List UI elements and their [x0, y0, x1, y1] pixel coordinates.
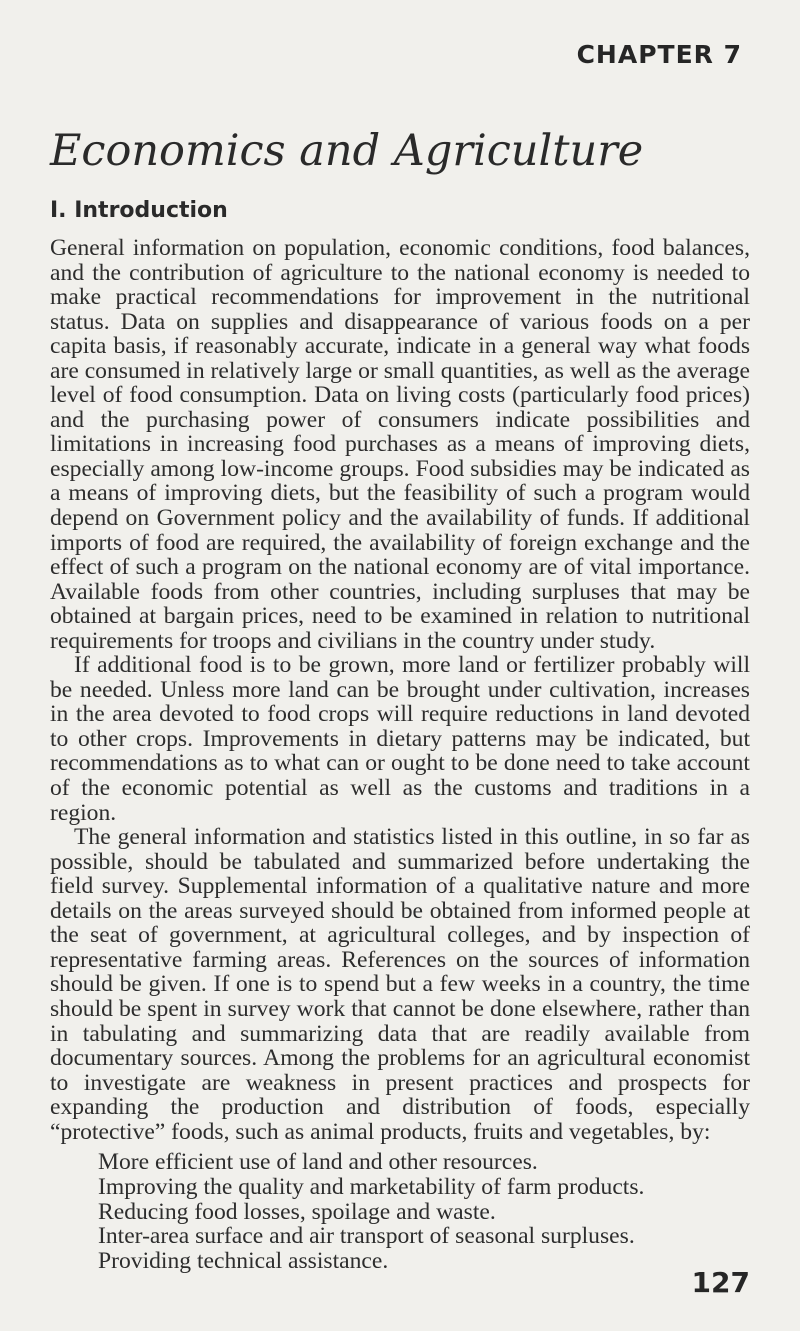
list-item: More efficient use of land and other resources. [98, 1149, 538, 1175]
paragraph: If additional food is to be grown, more land or fertilizer probably will be needed. Unless more land can be brought under cultivation, increases in the area devoted to food crops will require reductions in land devoted to other crops. Improvements in dietary patterns may be indicated, but recommendations as to what can or ought to be done need to take account of the economic potential as well as the customs and traditions in a region. [50, 652, 750, 826]
body-text [50, 236, 750, 1144]
paragraph: The general information and statistics listed in this outline, in so far as possible, should be tabulated and summarized before undertaking the field survey. Supplemental information of a qualitative nature and more details on the areas surveyed should be obtained from informed people at the seat of government, at agricultural colleges, and by inspection of representative farming areas. References on the sources of information should be given. If one is to spend but a few weeks in a country, the time should be spent in survey work that cannot be done elsewhere, rather than in tabulating and summarizing data that are readily available from documentary sources. Among the problems for an agricultural economist to investigate are weakness in present practices and prospects for expanding the production and distribution of foods, especially “protective” foods, such as animal products, fruits and vegetables, by: [50, 824, 750, 1145]
chapter-label: CHAPTER 7 [576, 40, 742, 69]
recommendation-list [98, 1150, 748, 1274]
list-item: Reducing food losses, spoilage and waste. [98, 1198, 496, 1225]
chapter-title: Economics and Agriculture [50, 126, 644, 176]
paragraph: General information on population, economic conditions, food balances, and the contribution of agriculture to the national economy is needed to make practical recommendations for improvement in the nutritional status. Data on supplies and disappearance of various foods on a per capita basis, if reasonably accurate, indicate in a general way what foods are consumed in relatively large or small quantities, as well as the average level of food consumption. Data on living costs (particularly food prices) and the purchasing power of consumers indicate possibilities and limitations in increasing food purchases as a means of improving diets, especially among low-income groups. Food subsidies may be indicated as a means of improving diets, but the feasibility of such a program would depend on Government policy and the availability of funds. If additional imports of food are required, the availability of foreign exchange and the effect of such a program on the national economy are of vital importance. Available foods from other countries, including surpluses that may be obtained at bargain prices, need to be examined in relation to nutritional requirements for troops and civilians in the country under study. [50, 235, 750, 654]
page-number: 127 [691, 1266, 750, 1299]
list-item: Improving the quality and marketability of farm products. [98, 1173, 645, 1200]
list-item: Providing technical assistance. [98, 1248, 389, 1275]
section-heading: I. Introduction [50, 198, 228, 223]
list-item: Inter-area surface and air transport of seasonal surpluses. [98, 1223, 635, 1250]
